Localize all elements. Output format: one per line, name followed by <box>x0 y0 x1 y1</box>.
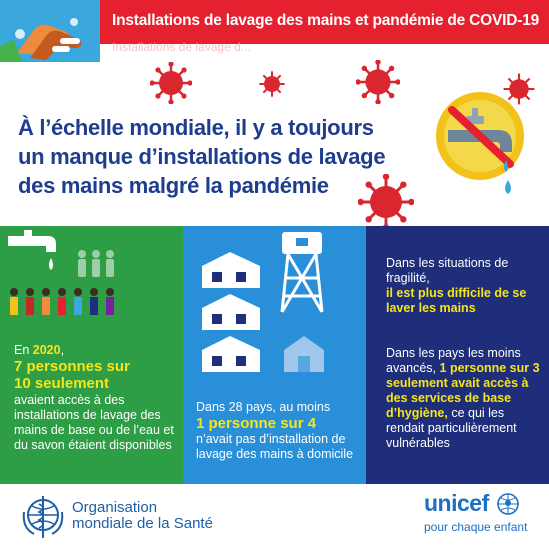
who-name: Organisation mondiale de la Santé <box>72 499 213 532</box>
unicef-logo <box>424 490 489 517</box>
stat-highlight: 1 personne sur 4 <box>196 415 317 432</box>
water-tower-icon <box>278 228 328 314</box>
virus-icon <box>356 60 400 104</box>
page-title: Installations de lavage des mains et pandémie de COVID-19 <box>112 12 540 29</box>
stat-body: avaient accès à des installations de lavage des mains de base ou de l’eau et du savon étaient disponibles <box>14 393 174 452</box>
stat-pre: Dans les situations de fragilité, <box>386 256 509 285</box>
unicef-tagline: pour chaque enfant <box>424 520 528 534</box>
unicef-wordmark: unicef <box>424 490 489 516</box>
year-line: En 2020, <box>14 343 65 357</box>
handwashing-icon <box>0 0 100 62</box>
house-icon <box>198 248 268 376</box>
unicef-globe-icon <box>496 492 520 516</box>
house-icon <box>282 334 326 374</box>
handwashing-banner <box>0 0 100 62</box>
headline-line: À l’échelle mondiale, il y a toujours <box>18 115 374 140</box>
stat-body: n’avait pas d’installation de lavage des mains à domicile <box>196 432 354 461</box>
virus-icon <box>150 62 192 104</box>
headline <box>18 113 433 200</box>
stat-body: ce qui les rendait particulièrement vulnérables <box>386 406 517 450</box>
stat-pre: Dans les pays les moins avancés, <box>386 346 521 375</box>
stat-highlight: 10 seulement <box>14 375 110 392</box>
stat-highlight: 1 personne sur 3 seulement avait accès à des services de base d’hygiène, <box>386 361 540 420</box>
panel-left-text <box>14 343 180 453</box>
stat-highlight: il est plus difficile de se laver les mains <box>386 286 527 315</box>
panel-middle-text <box>196 400 364 462</box>
no-water-tap-icon <box>428 88 534 198</box>
people-illustration <box>6 246 124 334</box>
virus-icon <box>258 70 286 98</box>
panel-right-block2 <box>386 346 542 451</box>
stat-pre: Dans 28 pays, au moins <box>196 400 331 414</box>
panel-right-block1 <box>386 256 542 316</box>
headline-line: un manque d’installations de lavage <box>18 144 386 169</box>
headline-line: des mains malgré la pandémie <box>18 173 329 198</box>
stat-highlight: 7 personnes sur <box>14 358 130 375</box>
title-echo: Installations de lavage d... <box>112 40 251 54</box>
who-emblem-icon <box>20 494 66 540</box>
